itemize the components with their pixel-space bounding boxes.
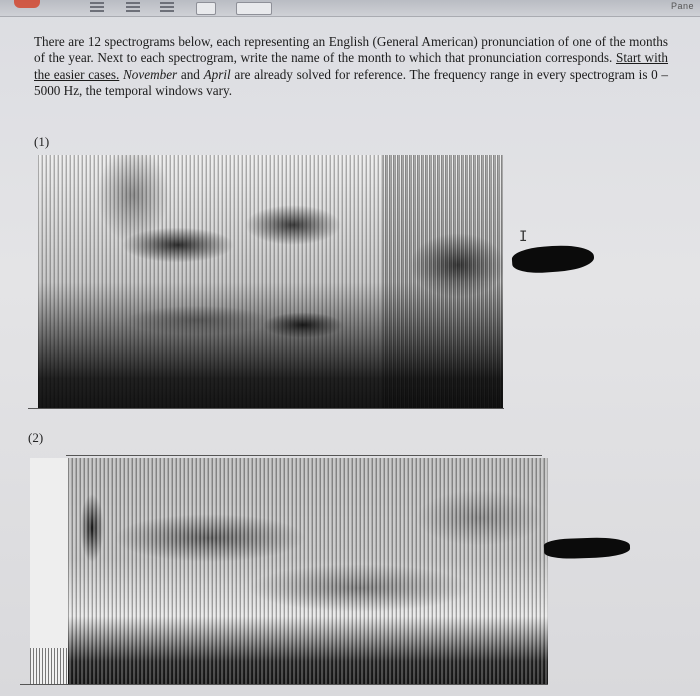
align-icon[interactable] bbox=[126, 2, 140, 13]
intro-april: April bbox=[203, 66, 231, 82]
intro-and: and bbox=[177, 66, 204, 82]
intro-november: November bbox=[122, 66, 178, 82]
text-cursor-icon: I bbox=[519, 229, 528, 245]
spectrogram-1-image bbox=[38, 155, 503, 409]
app-toolbar bbox=[0, 0, 700, 17]
instructions-paragraph bbox=[34, 34, 668, 100]
toolbar-button[interactable] bbox=[196, 2, 216, 15]
toolbar-dropdown[interactable] bbox=[236, 2, 272, 15]
spectrogram-2-topline bbox=[66, 455, 542, 456]
spectrogram-2-label: (2) bbox=[28, 430, 44, 445]
pane-label[interactable]: Pane bbox=[670, 1, 694, 11]
intro-underlined: Start with the easier cases. bbox=[34, 50, 669, 82]
intro-text-2: are already solved for reference. The frequency range in every spectrogram is 0 – 5000 Hz, the temporal windows vary. bbox=[34, 66, 668, 99]
red-tab-icon[interactable] bbox=[14, 0, 40, 8]
spectrogram-2-image bbox=[30, 458, 548, 684]
redacted-answer-1 bbox=[511, 243, 595, 275]
spectrogram-2-baseline bbox=[20, 684, 548, 685]
indent-icon[interactable] bbox=[160, 2, 174, 13]
list-icon[interactable] bbox=[90, 2, 104, 13]
spectrogram-1-label: (1) bbox=[34, 134, 50, 149]
intro-text-1: There are 12 spectrograms below, each representing an English (General American) pronunciation of one of the months of the year. Next to each spectrogram, write the name of the month to which that pronunciation corresponds. bbox=[34, 34, 668, 66]
redacted-answer-2 bbox=[544, 537, 631, 560]
spectrogram-1-baseline bbox=[28, 408, 504, 409]
